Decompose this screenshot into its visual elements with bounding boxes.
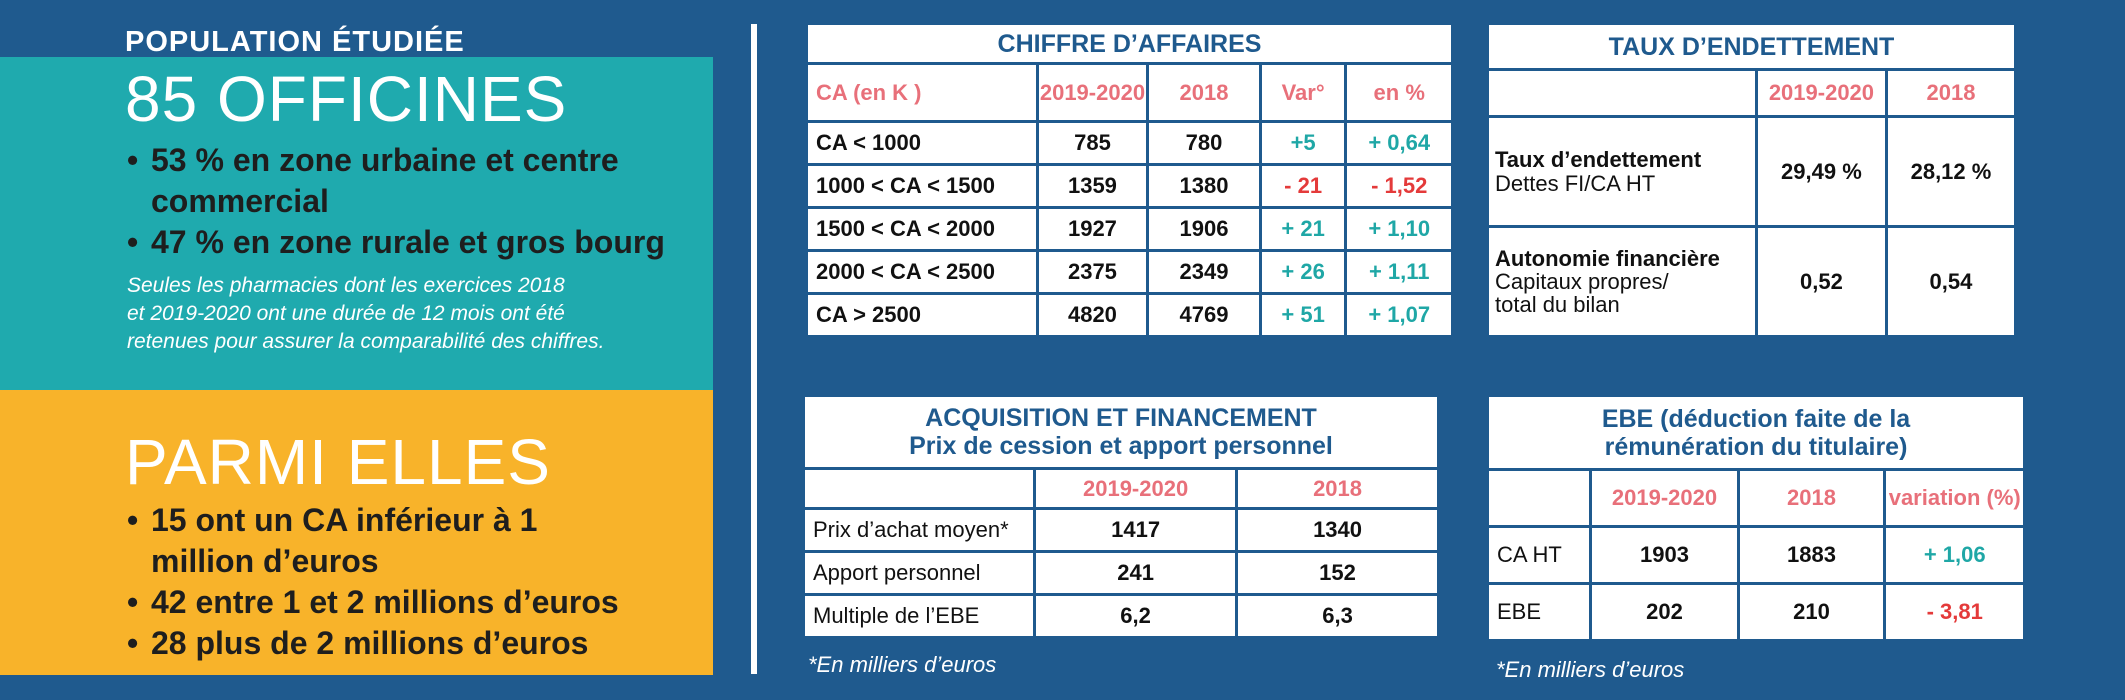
cell-var: + 21 (1260, 208, 1346, 251)
ca-header-pct: en % (1346, 64, 1453, 122)
cell-var: - 21 (1260, 165, 1346, 208)
ebe-title-line: EBE (déduction faite de la (1601, 404, 1911, 433)
cell-2018: 6,3 (1237, 595, 1439, 638)
cell-2018: 780 (1148, 122, 1261, 165)
methodology-note (127, 272, 604, 356)
bullet-urban: • 53 % en zone urbaine et centre commercial (127, 140, 707, 222)
vertical-divider (751, 24, 757, 674)
bullet-under-1m: • 15 ont un CA inférieur à 1 million d’euros (127, 500, 547, 582)
cell-2019: 1927 (1037, 208, 1148, 251)
cell-var: + 26 (1260, 251, 1346, 294)
cell-2018: 0,54 (1886, 227, 2015, 337)
ca-header-label: CA (en K ) (807, 64, 1038, 122)
debt-table-title: TAUX D’ENDETTEMENT (1488, 24, 2016, 70)
row-label: 2000 < CA < 2500 (807, 251, 1038, 294)
cell-2019: 202 (1591, 584, 1738, 641)
bullet-1-2m: • 42 entre 1 et 2 millions d’euros (127, 582, 619, 623)
cell-2018: 4769 (1148, 294, 1261, 337)
bullets-zones (127, 140, 707, 263)
debt-header-2018: 2018 (1886, 70, 2015, 117)
note-line: Seules les pharmacies dont les exercices 2018 (127, 274, 565, 297)
cell-2018: 1340 (1237, 509, 1439, 552)
ca-table (805, 22, 1454, 338)
cell-2018: 28,12 % (1886, 117, 2015, 227)
table-row (807, 251, 1453, 294)
row-label (1488, 227, 1757, 337)
row-label: 1000 < CA < 1500 (807, 165, 1038, 208)
acq-footnote: *En milliers d’euros (808, 652, 997, 677)
ebe-title-line-2: rémunération du titulaire) (1604, 432, 1908, 461)
acq-header-2019: 2019-2020 (1035, 469, 1237, 509)
table-row (804, 509, 1439, 552)
bullet-over-2m: • 28 plus de 2 millions d’euros (127, 623, 619, 664)
table-row (1488, 117, 2016, 227)
note-line: et 2019-2020 ont une durée de 12 mois ont été (127, 302, 565, 325)
row-label-main: Taux d’endettement (1495, 146, 1702, 172)
ebe-header-2019: 2019-2020 (1591, 470, 1738, 527)
acq-title-line: ACQUISITION ET FINANCEMENT (925, 404, 1317, 432)
bullet-rural: • 47 % en zone rurale et gros bourg (127, 222, 707, 263)
cell-2018: 1380 (1148, 165, 1261, 208)
cell-pct: + 1,11 (1346, 251, 1453, 294)
cell-2019: 2375 (1037, 251, 1148, 294)
headline-parmi-elles: PARMI ELLES (125, 426, 551, 498)
cell-2018: 210 (1738, 584, 1885, 641)
acquisition-table (802, 394, 1440, 639)
row-label: EBE (1488, 584, 1591, 641)
debt-header-2019: 2019-2020 (1756, 70, 1886, 117)
debt-table (1486, 22, 2017, 338)
ca-table-title: CHIFFRE D’AFFAIRES (807, 24, 1453, 64)
table-row (804, 552, 1439, 595)
table-row (807, 208, 1453, 251)
cell-variation: - 3,81 (1885, 584, 2025, 641)
table-row (807, 165, 1453, 208)
row-label (1488, 117, 1757, 227)
ca-header-2019: 2019-2020 (1037, 64, 1148, 122)
row-label: CA > 2500 (807, 294, 1038, 337)
cell-2019: 1359 (1037, 165, 1148, 208)
cell-2019: 785 (1037, 122, 1148, 165)
ebe-table (1486, 394, 2026, 642)
table-row (807, 294, 1453, 337)
cell-pct: - 1,52 (1346, 165, 1453, 208)
acq-subtitle-line: Prix de cession et apport personnel (909, 432, 1333, 460)
cell-2019: 1417 (1035, 509, 1237, 552)
headline-officines: 85 OFFICINES (125, 63, 568, 135)
row-label: Prix d’achat moyen* (804, 509, 1035, 552)
cell-2018: 1883 (1738, 527, 1885, 584)
cell-2019: 29,49 % (1756, 117, 1886, 227)
table-row (804, 595, 1439, 638)
acq-header-2018: 2018 (1237, 469, 1439, 509)
table-row (807, 122, 1453, 165)
cell-2018: 1906 (1148, 208, 1261, 251)
row-label-main: Autonomie financière (1495, 246, 1720, 271)
debt-header-empty (1488, 70, 1757, 117)
row-label: CA HT (1488, 527, 1591, 584)
table-row (1488, 584, 2025, 641)
acq-header-empty (804, 469, 1035, 509)
row-label: Apport personnel (804, 552, 1035, 595)
ca-header-var: Var° (1260, 64, 1346, 122)
cell-2019: 4820 (1037, 294, 1148, 337)
note-line: retenues pour assurer la comparabilité des chiffres. (127, 330, 605, 353)
ebe-table-title (1488, 396, 2025, 470)
row-label: CA < 1000 (807, 122, 1038, 165)
cell-2018: 152 (1237, 552, 1439, 595)
table-row (1488, 227, 2016, 337)
acq-table-title (804, 396, 1439, 469)
table-row (1488, 527, 2025, 584)
ebe-header-variation: variation (%) (1885, 470, 2025, 527)
cell-2018: 2349 (1148, 251, 1261, 294)
ebe-header-2018: 2018 (1738, 470, 1885, 527)
ca-header-2018: 2018 (1148, 64, 1261, 122)
ebe-header-empty (1488, 470, 1591, 527)
ebe-footnote: *En milliers d’euros (1496, 657, 1685, 682)
cell-2019: 0,52 (1756, 227, 1886, 337)
row-label: Multiple de l’EBE (804, 595, 1035, 638)
cell-2019: 1903 (1591, 527, 1738, 584)
cell-pct: + 0,64 (1346, 122, 1453, 165)
cell-var: +5 (1260, 122, 1346, 165)
row-label: 1500 < CA < 2000 (807, 208, 1038, 251)
cell-2019: 241 (1035, 552, 1237, 595)
cell-pct: + 1,07 (1346, 294, 1453, 337)
cell-2019: 6,2 (1035, 595, 1237, 638)
row-label-sub: Dettes FI/CA HT (1495, 170, 1656, 196)
bullets-ca-split (127, 500, 619, 664)
population-title: POPULATION ÉTUDIÉE (125, 26, 465, 58)
cell-var: + 51 (1260, 294, 1346, 337)
cell-pct: + 1,10 (1346, 208, 1453, 251)
row-label-sub: Capitaux propres/ total du bilan (1495, 269, 1669, 317)
cell-variation: + 1,06 (1885, 527, 2025, 584)
